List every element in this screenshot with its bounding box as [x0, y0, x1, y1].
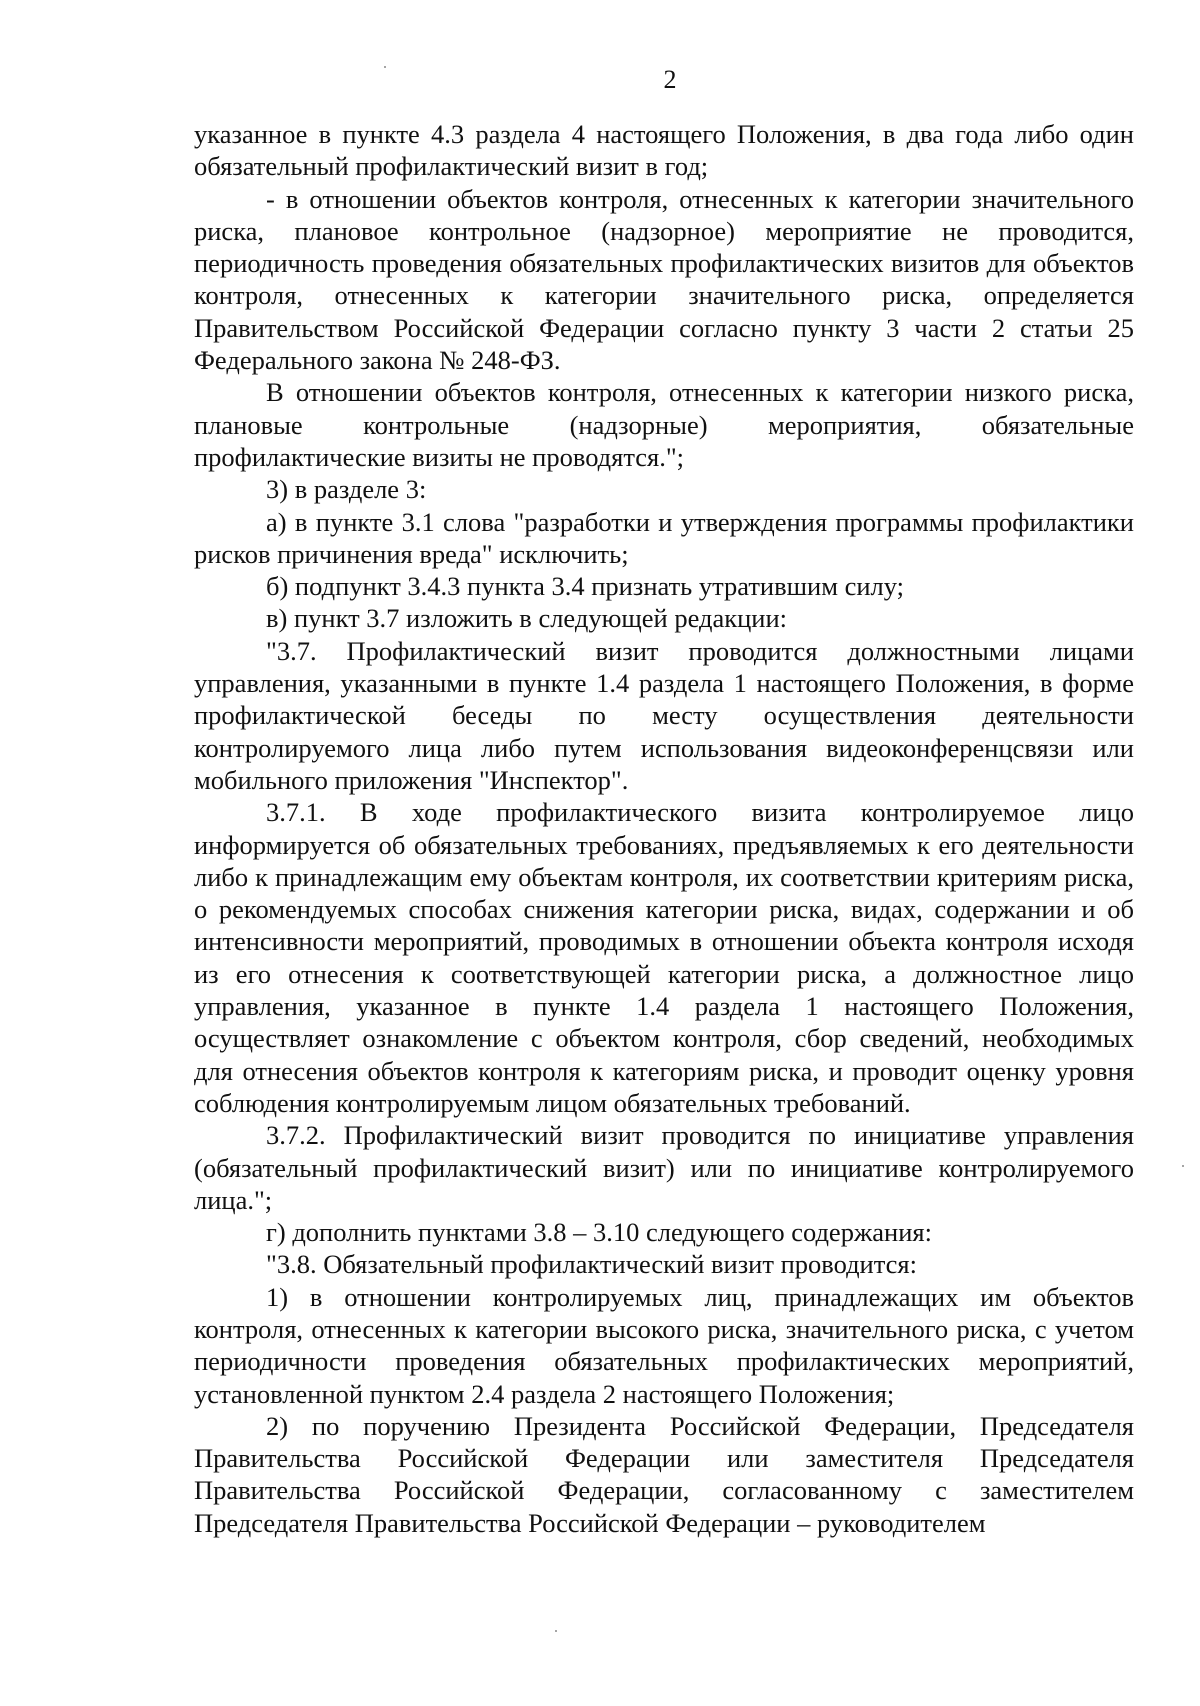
paragraph: 3) в разделе 3: — [266, 474, 427, 505]
paragraph: 1) в отношении контролируемых лиц, принадлежащих им объектов контроля, отнесенных к категории высокого риска, значительного риска, с учетом периодичности проведения обязательных профилактических мероприятий, установленной пунктом 2.4 раздела 2 настоящего Положения; — [194, 1281, 1134, 1409]
page-number: 2 — [663, 65, 677, 94]
paragraph: 3.7.2. Профилактический визит проводится по инициативе управления (обязательный профилактический визит) или по инициативе контролируемого лица."; — [194, 1120, 1134, 1215]
paragraph: а) в пункте 3.1 слова "разработки и утверждения программы профилактики рисков причинения вреда" исключить; — [194, 506, 1134, 569]
paragraph: в) пункт 3.7 изложить в следующей редакции: — [266, 603, 788, 634]
paragraph: указанное в пункте 4.3 раздела 4 настоящего Положения, в два года либо один обязательный профилактический визит в год; — [194, 119, 1134, 182]
paragraph: 2) по поручению Президента Российской Федерации, Председателя Правительства Российской Федерации или заместителя Председателя Правительства Российской Федерации, согласованному с заместителем Председателя Правительства Российской Федерации – руководителем — [194, 1410, 1134, 1538]
scan-speck — [384, 66, 386, 68]
paragraph: - в отношении объектов контроля, отнесенных к категории значительного риска, плановое контрольное (надзорное) мероприятие не проводится, периодичность проведения обязательных профилактических визитов для объектов контроля, отнесенных к категории значительного риска, определяется Правительством Российской Федерации согласно пункту 3 части 2 статьи 25 Федерального закона № 248-ФЗ. — [194, 183, 1134, 376]
scan-speck — [555, 1630, 557, 1632]
paragraph: "3.8. Обязательный профилактический визит проводится: — [266, 1249, 917, 1280]
scan-speck — [1182, 1165, 1184, 1167]
paragraph: "3.7. Профилактический визит проводится должностными лицами управления, указанными в пункте 1.4 раздела 1 настоящего Положения, в форме профилактической беседы по месту осуществления деятельности контролируемого лица либо путем использования видеоконференцсвязи или мобильного приложения "Инспектор". — [194, 635, 1134, 795]
paragraph: 3.7.1. В ходе профилактического визита контролируемое лицо информируется об обязательных требованиях, предъявляемых к его деятельности либо к принадлежащим ему объектам контроля, их соответствии критериям риска, о рекомендуемых способах снижения категории риска, видах, содержании и об интенсивности мероприятий, проводимых в отношении объекта контроля исходя из его отнесения к соответствующей категории риска, а должностное лицо управления, указанное в пункте 1.4 раздела 1 настоящего Положения, осуществляет ознакомление с объектом контроля, сбор сведений, необходимых для отнесения объектов контроля к категориям риска, и проводит оценку уровня соблюдения контролируемым лицом обязательных требований. — [194, 797, 1134, 1118]
paragraph: В отношении объектов контроля, отнесенных к категории низкого риска, плановые контрольные (надзорные) мероприятия, обязательные профилактические визиты не проводятся."; — [194, 377, 1134, 472]
paragraph: б) подпункт 3.4.3 пункта 3.4 признать утратившим силу; — [266, 571, 905, 602]
paragraph: г) дополнить пунктами 3.8 – 3.10 следующего содержания: — [266, 1217, 932, 1248]
document-body — [194, 118, 1134, 1539]
